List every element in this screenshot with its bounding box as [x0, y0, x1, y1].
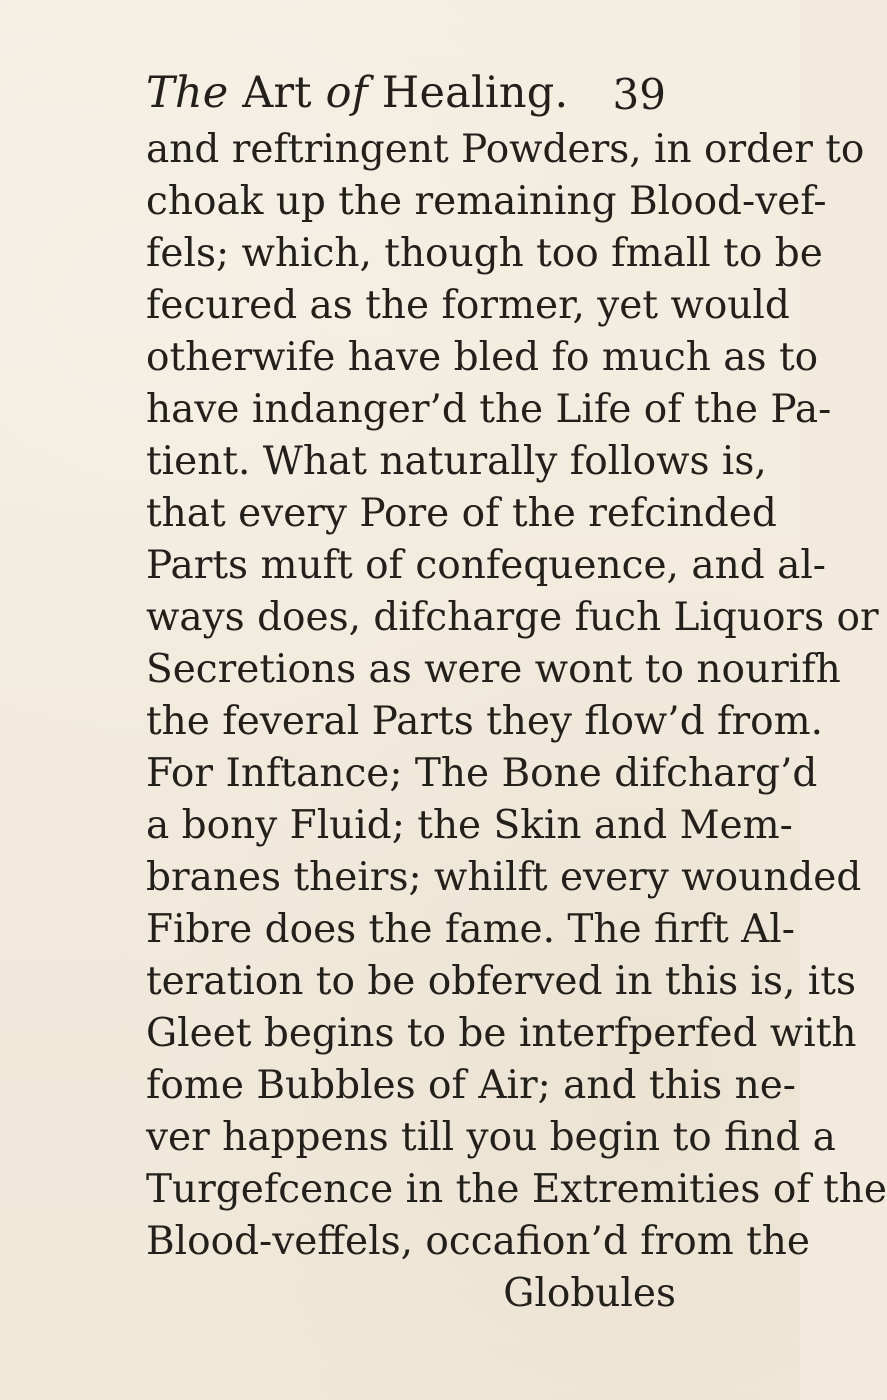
running-title-art: Art — [242, 68, 312, 118]
text-line-16: Fibre does the fame. The firft Al- — [146, 907, 795, 952]
running-title-of: of — [325, 68, 368, 118]
text-line-21: Turgefcence in the Extremities of the — [146, 1167, 887, 1212]
page-number: 39 — [612, 70, 666, 119]
text-line-22: Blood-veffels, occafion’d from the — [146, 1219, 811, 1264]
text-line-2: choak up the remaining Blood-vef- — [146, 179, 827, 224]
text-line-14: a bony Fluid; the Skin and Mem- — [146, 803, 793, 848]
text-line-12: the feveral Parts they flow’d from. — [146, 699, 823, 744]
text-line-20: ver happens till you begin to find a — [146, 1115, 836, 1160]
body-text — [146, 124, 887, 1320]
running-title — [146, 68, 569, 118]
text-line-15: branes theirs; whilft every wounded — [146, 855, 862, 900]
text-line-17: teration to be obferved in this is, its — [146, 959, 856, 1004]
text-line-19: fome Bubbles of Air; and this ne- — [146, 1063, 796, 1108]
text-line-18: Gleet begins to be interfperfed with — [146, 1011, 857, 1056]
text-line-3: fels; which, though too fmall to be — [146, 231, 823, 276]
text-line-13: For Inftance; The Bone difcharg’d — [146, 751, 818, 796]
catchword: Globules — [503, 1271, 676, 1316]
text-line-9: Parts muft of confequence, and al- — [146, 543, 826, 588]
text-line-6: have indanger’d the Life of the Pa- — [146, 387, 832, 432]
running-title-the: The — [146, 68, 229, 118]
text-line-11: Secretions as were wont to nourifh — [146, 647, 841, 692]
text-line-1: and reftringent Powders, in order to — [146, 127, 865, 172]
text-line-10: ways does, difcharge fuch Liquors or — [146, 595, 879, 640]
running-title-healing: Healing. — [381, 68, 569, 118]
text-line-4: fecured as the former, yet would — [146, 283, 790, 328]
text-line-5: otherwife have bled fo much as to — [146, 335, 819, 380]
page-header — [146, 68, 666, 130]
text-line-8: that every Pore of the refcinded — [146, 491, 777, 536]
text-line-7: tient. What naturally follows is, — [146, 439, 767, 484]
